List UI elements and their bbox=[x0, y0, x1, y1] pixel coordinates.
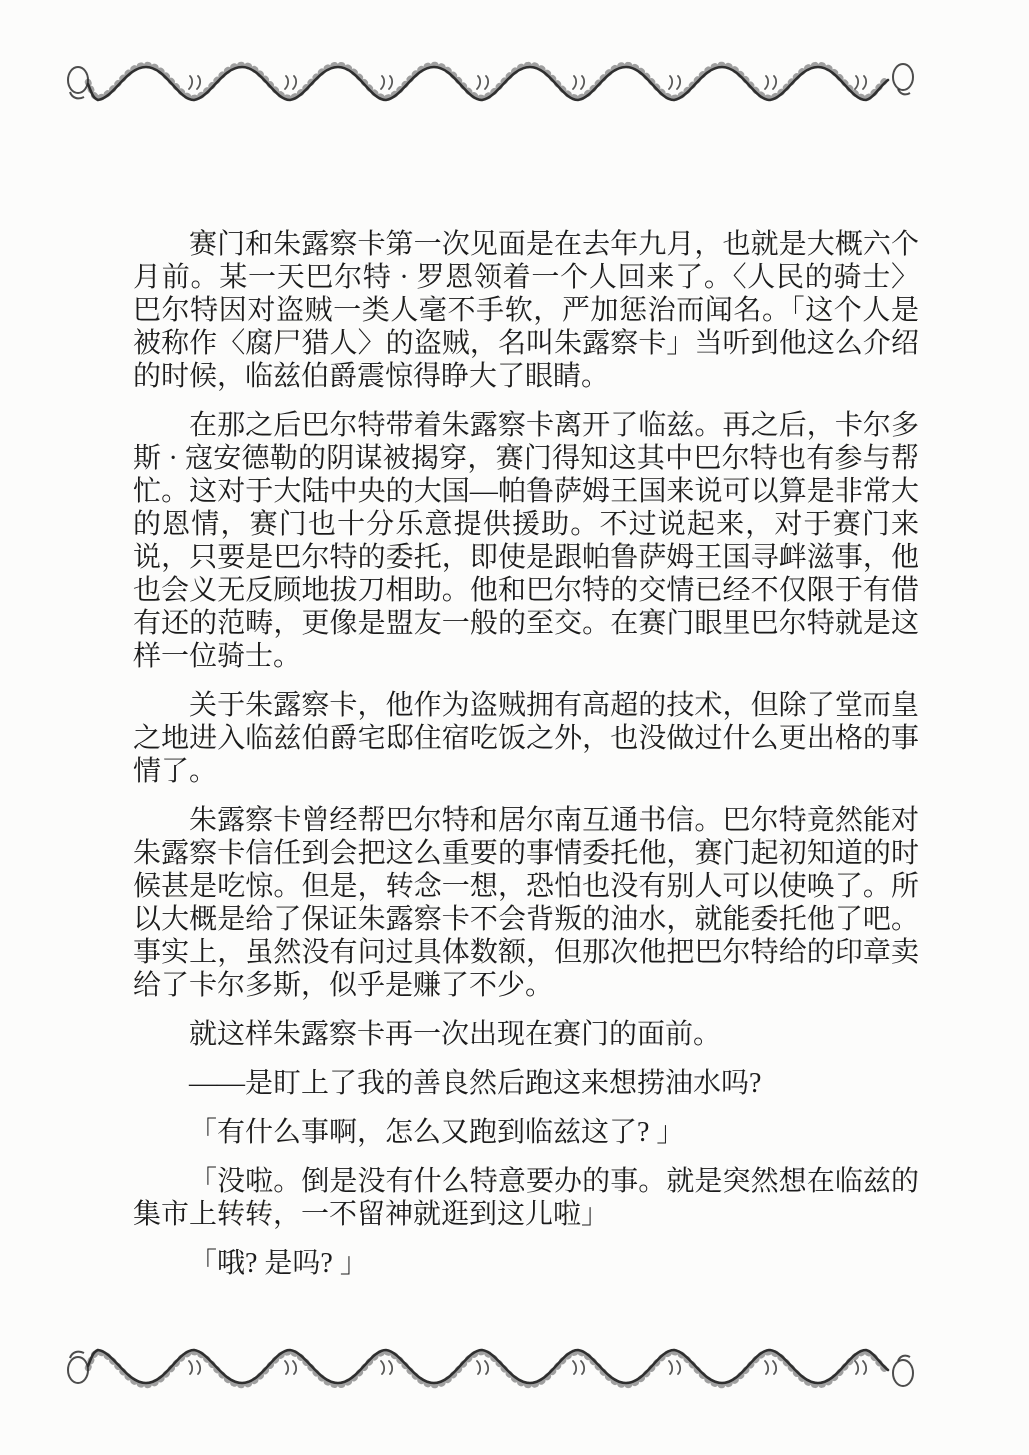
paragraph-2: 在那之后巴尔特带着朱露察卡离开了临兹。再之后，卡尔多斯 · 寇安德勒的阴谋被揭穿，赛门得知这其中巴尔特也有参与帮忙。这对于大陆中央的大国—帕鲁萨姆王国来说可以算是非常大的恩情，赛门也十分乐意提供援助。不过说起来，对于赛门来说，只要是巴尔特的委托，即使是跟帕鲁萨姆王国寻衅滋事，他也会义无反顾地拔刀相助。他和巴尔特的交情已经不仅限于有借有还的范畴，更像是盟友一般的至交。在赛门眼里巴尔特就是这样一位骑士。 bbox=[133, 410, 919, 672]
paragraph-5: 就这样朱露察卡再一次出现在赛门的面前。 bbox=[189, 1019, 722, 1050]
paragraph-7: 「有什么事啊，怎么又跑到临兹这了? 」 bbox=[189, 1117, 685, 1148]
paragraph-9: 「哦? 是吗? 」 bbox=[189, 1248, 368, 1279]
flourish-wave-icon bbox=[62, 1336, 934, 1394]
top-flourish-border bbox=[62, 56, 934, 114]
paragraph-6: ——是盯上了我的善良然后跑这来想捞油水吗? bbox=[189, 1068, 762, 1099]
flourish-wave-icon bbox=[62, 56, 934, 114]
paragraph-4: 朱露察卡曾经帮巴尔特和居尔南互通书信。巴尔特竟然能对朱露察卡信任到会把这么重要的事情委托他，赛门起初知道的时候甚是吃惊。但是，转念一想，恐怕也没有别人可以使唤了。所以大概是给了保证朱露察卡不会背叛的油水，就能委托他了吧。事实上，虽然没有问过具体数额，但那次他把巴尔特给的印章卖给了卡尔多斯，似乎是赚了不少。 bbox=[133, 805, 919, 1001]
paragraph-3: 关于朱露察卡，他作为盗贼拥有高超的技术，但除了堂而皇之地进入临兹伯爵宅邸住宿吃饭之外，也没做过什么更出格的事情了。 bbox=[133, 690, 919, 787]
paragraph-8: 「没啦。倒是没有什么特意要办的事。就是突然想在临兹的集市上转转，一不留神就逛到这儿啦」 bbox=[133, 1166, 919, 1230]
paragraph-1: 赛门和朱露察卡第一次见面是在去年九月，也就是大概六个月前。某一天巴尔特 · 罗恩领着一个人回来了。〈人民的骑士〉巴尔特因对盗贼一类人毫不手软，严加惩治而闻名。「这个人是被称作〈腐尸猎人〉的盗贼，名叫朱露察卡」当听到他这么介绍的时候，临兹伯爵震惊得睁大了眼睛。 bbox=[133, 229, 919, 392]
novel-text bbox=[133, 228, 919, 1296]
bottom-flourish-border bbox=[62, 1336, 934, 1394]
